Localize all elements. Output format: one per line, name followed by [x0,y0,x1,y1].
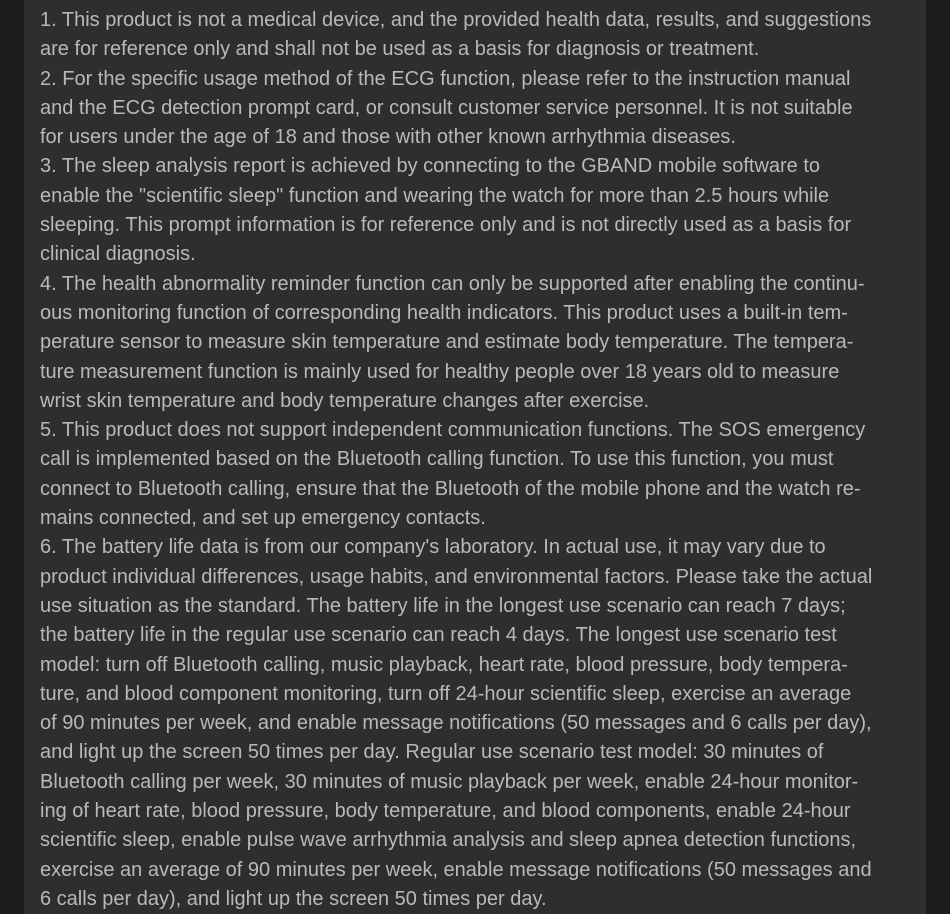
text-line: of 90 minutes per week, and enable message notifications (50 messages and 6 calls per day), [40,712,872,735]
text-line: ture, and blood component monitoring, turn off 24-hour scientific sleep, exercise an average [40,682,852,705]
text-line: wrist skin temperature and body temperature changes after exercise. [40,389,650,412]
text-line: 1. This product is not a medical device, and the provided health data, results, and suggestions [40,9,872,31]
text-line: scientific sleep, enable pulse wave arrhythmia analysis and sleep apnea detection functions, [40,829,857,852]
text-line: and the ECG detection prompt card, or consult customer service personnel. It is not suitable [40,96,853,119]
text-line: product individual differences, usage habits, and environmental factors. Please take the actual [40,565,873,588]
text-line: 6. The battery life data is from our company's laboratory. In actual use, it may vary due to [40,536,826,559]
text-line: enable the "scientific sleep" function and wearing the watch for more than 2.5 hours while [40,184,830,207]
text-line: the battery life in the regular use scenario can reach 4 days. The longest use scenario test [40,624,837,647]
text-line: mains connected, and set up emergency contacts. [40,507,486,530]
text-line: ture measurement function is mainly used for healthy people over 18 years old to measure [40,360,840,383]
text-line: 5. This product does not support independent communication functions. The SOS emergency [40,419,866,442]
text-line: exercise an average of 90 minutes per week, enable message notifications (50 messages and [40,858,872,881]
text-line: and light up the screen 50 times per day. Regular use scenario test model: 30 minutes of [40,741,824,764]
text-line: 3. The sleep analysis report is achieved by connecting to the GBAND mobile software to [40,155,821,178]
text-line: ing of heart rate, blood pressure, body temperature, and blood components, enable 24-hour [40,800,851,823]
text-line: 4. The health abnormality reminder function can only be supported after enabling the continu- [40,272,865,295]
text-line: for users under the age of 18 and those with other known arrhythmia diseases. [40,126,736,149]
text-line: 6 calls per day), and light up the screen 50 times per day. [40,887,547,910]
text-line: model: turn off Bluetooth calling, music playback, heart rate, blood pressure, body tempera- [40,653,848,676]
disclaimer-text [40,6,940,914]
disclaimer-panel [24,0,926,914]
text-line: connect to Bluetooth calling, ensure that the Bluetooth of the mobile phone and the watch re- [40,477,861,500]
text-line: clinical diagnosis. [40,243,196,266]
text-line: sleeping. This prompt information is for reference only and is not directly used as a basis for [40,214,852,237]
text-line: are for reference only and shall not be used as a basis for diagnosis or treatment. [40,38,760,61]
text-line: 2. For the specific usage method of the ECG function, please refer to the instruction manual [40,67,851,90]
text-line: use situation as the standard. The battery life in the longest use scenario can reach 7 days; [40,594,846,617]
text-line: Bluetooth calling per week, 30 minutes of music playback per week, enable 24-hour monitor- [40,770,859,793]
text-line: perature sensor to measure skin temperature and estimate body temperature. The tempera- [40,331,854,354]
text-line: ous monitoring function of corresponding health indicators. This product uses a built-in tem- [40,301,848,324]
text-line: call is implemented based on the Bluetooth calling function. To use this function, you must [40,448,834,471]
